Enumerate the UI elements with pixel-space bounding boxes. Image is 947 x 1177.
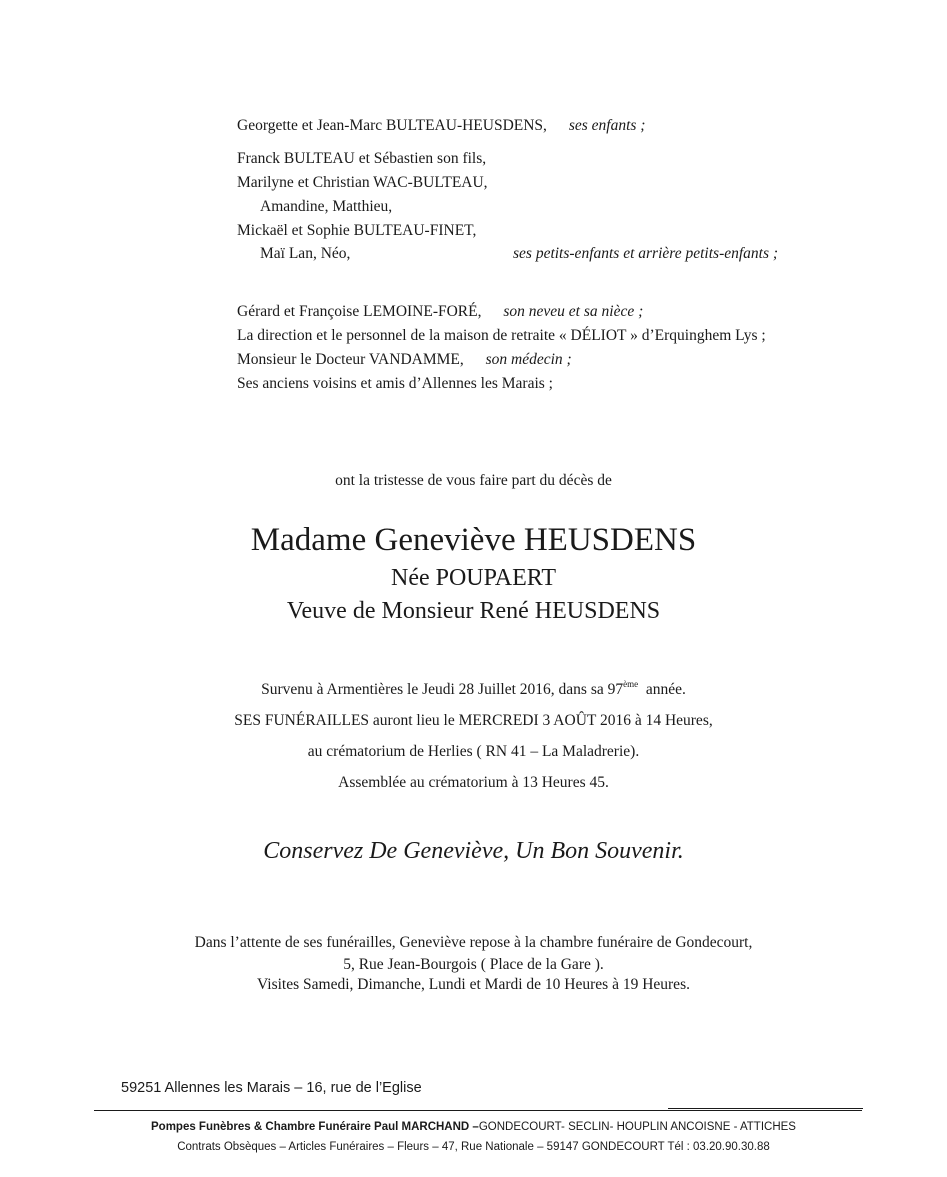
family-line-franck: Franck BULTEAU et Sébastien son fils, — [237, 150, 487, 167]
rest-line-1: Dans l’attente de ses funérailles, Geneviève repose à la chambre funéraire de Gondecourt, — [194, 934, 753, 951]
doctor-relation: son médecin ; — [485, 351, 572, 368]
children-relation: ses enfants ; — [568, 117, 646, 134]
footer-company-name: Pompes Funèbres & Chambre Funéraire Paul MARCHAND – — [151, 1121, 479, 1133]
family-line-amandine: Amandine, Matthieu, — [260, 198, 393, 215]
address: 59251 Allennes les Marais – 16, rue de l’Eglise — [121, 1080, 422, 1096]
death-year-word: année. — [638, 681, 686, 698]
doctor-name: Monsieur le Docteur VANDAMME, — [237, 351, 464, 368]
deceased-name: Madame Geneviève HEUSDENS — [250, 522, 697, 558]
footer-services: Contrats Obsèques – Articles Funéraires – Fleurs – 47, Rue Nationale – 59147 GONDECOURT Tél : 03.20.90.30.88 — [177, 1141, 770, 1153]
family-line-gerard — [237, 302, 643, 322]
footer-divider-accent — [668, 1108, 863, 1109]
nephew-names: Gérard et Françoise LEMOINE-FORÉ, — [237, 303, 482, 320]
memorial-motto: Conservez De Geneviève, Un Bon Souvenir. — [263, 838, 684, 864]
funeral-place: au crématorium de Herlies ( RN 41 – La Maladrerie). — [307, 743, 640, 760]
grandchildren-names: Maï Lan, Néo, — [260, 245, 351, 262]
grandchildren-relation: ses petits-enfants et arrière petits-enfants ; — [513, 245, 779, 262]
footer-company-locations: GONDECOURT- SECLIN- HOUPLIN ANCOISNE - ATTICHES — [478, 1121, 796, 1133]
family-line-doctor — [237, 350, 572, 370]
footer-company — [0, 1118, 947, 1135]
family-line-mickael: Mickaël et Sophie BULTEAU-FINET, — [237, 222, 477, 239]
death-details — [0, 680, 947, 700]
family-line-mai-lan — [260, 244, 350, 264]
nephew-relation: son neveu et sa nièce ; — [503, 303, 644, 320]
rest-line-3: Visites Samedi, Dimanche, Lundi et Mardi de 10 Heures à 19 Heures. — [257, 976, 690, 993]
family-line-marilyne: Marilyne et Christian WAC-BULTEAU, — [237, 174, 488, 191]
death-text: Survenu à Armentières le Jeudi 28 Juillet 2016, dans sa 97 — [261, 681, 624, 698]
death-ordinal: ème — [623, 679, 639, 689]
family-line-neighbours: Ses anciens voisins et amis d’Allennes les Marais ; — [237, 375, 553, 392]
deceased-maiden-name: Née POUPAERT — [390, 565, 556, 591]
family-line-children — [237, 116, 645, 136]
announcement-text: ont la tristesse de vous faire part du décès de — [335, 472, 612, 489]
family-line-deliot: La direction et le personnel de la maison de retraite « DÉLIOT » d’Erquinghem Lys ; — [237, 327, 766, 344]
funeral-details: SES FUNÉRAILLES auront lieu le MERCREDI 3 AOÛT 2016 à 14 Heures, — [234, 712, 713, 729]
rest-line-2: 5, Rue Jean-Bourgois ( Place de la Gare ). — [343, 956, 604, 973]
deceased-widow-of: Veuve de Monsieur René HEUSDENS — [286, 598, 661, 624]
footer-divider — [94, 1110, 862, 1111]
children-names: Georgette et Jean-Marc BULTEAU-HEUSDENS, — [237, 117, 547, 134]
assembly-time: Assemblée au crématorium à 13 Heures 45. — [338, 774, 609, 791]
